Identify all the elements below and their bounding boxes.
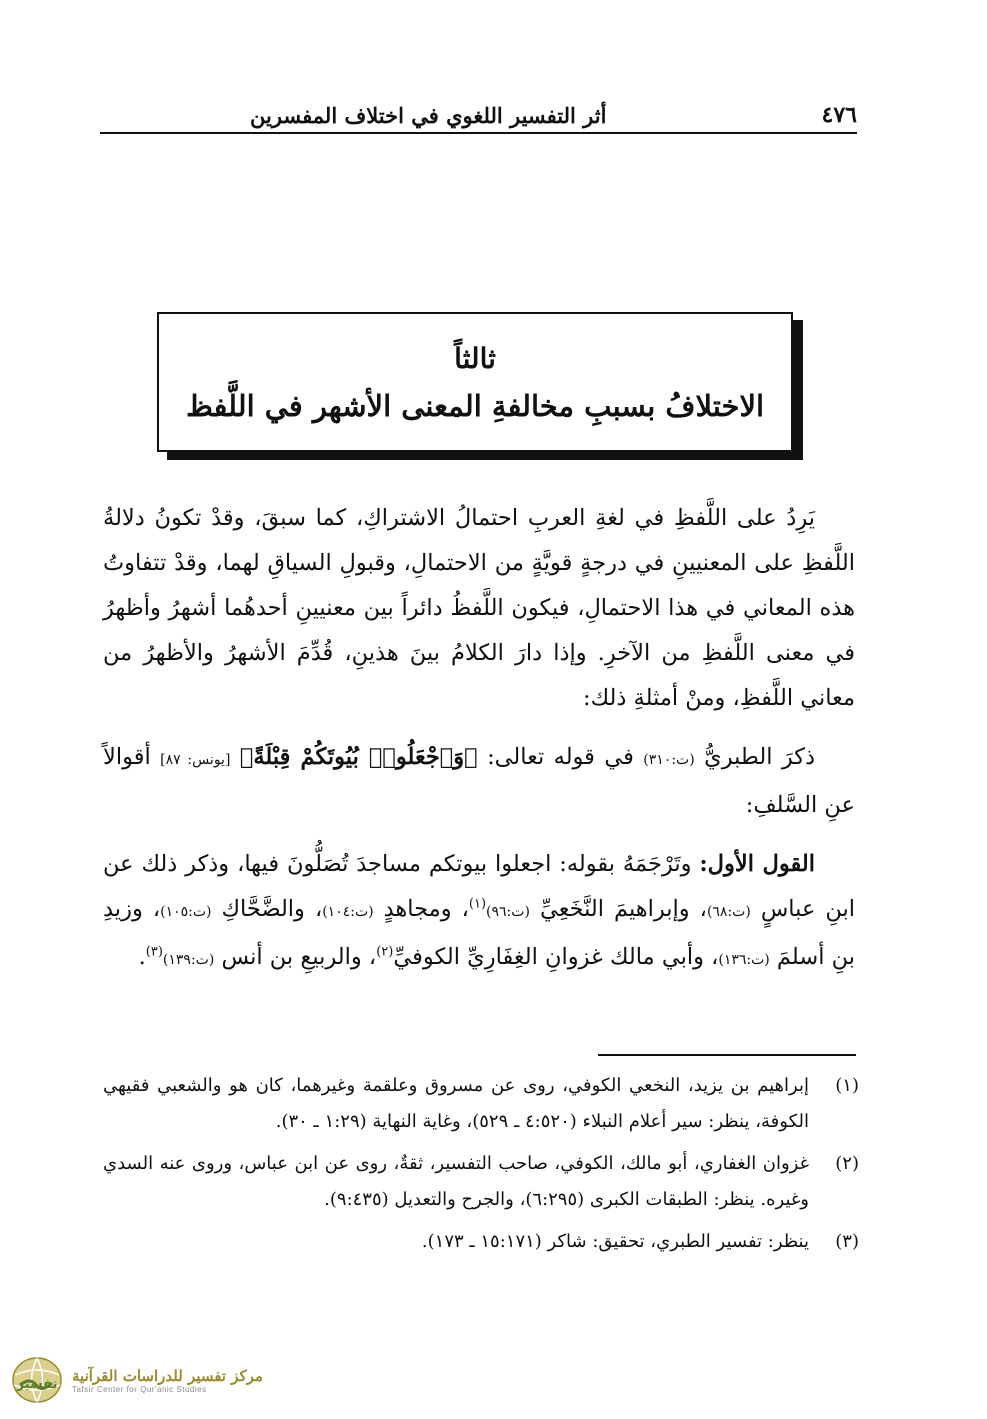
footnote-text: إبراهيم بن يزيد، النخعي الكوفي، روى عن مسروق وعلقمة وغيرهما، كان هو والشعبي فقيهي الكوفة، ينظر: سير أعلام النبلاء (٤:٥٢٠ ـ ٥٢٩)، وغاية النهاية (١:٢٩ ـ ٣٠). xyxy=(103,1075,809,1132)
text-segment: ، ومجاهدٍ xyxy=(383,896,469,922)
logo-arabic-name: مركز تفسير للدراسات القرآنية xyxy=(72,1366,263,1385)
footnote xyxy=(103,1146,859,1218)
footnotes xyxy=(103,1068,859,1266)
running-header xyxy=(100,92,857,134)
section-title-box xyxy=(157,312,793,452)
death-date: (ت:١٠٥) xyxy=(160,904,212,920)
section-title: الاختلافُ بسببِ مخالفةِ المعنى الأشهر في اللَّفظ xyxy=(185,388,765,423)
text-segment: . xyxy=(138,944,146,970)
opinion-label: القول الأول: xyxy=(699,851,815,877)
footnote-number: (١) xyxy=(835,1075,859,1096)
footnote xyxy=(103,1224,859,1260)
footnote xyxy=(103,1068,859,1140)
verse-reference: [يونس: ٨٧] xyxy=(160,752,231,768)
death-date: (ت:٦٨) xyxy=(706,904,751,920)
text-segment: ، والربيعِ بن أنس xyxy=(221,944,377,970)
footnote-text: غزوان الغفاري، أبو مالك، الكوفي، صاحب التفسير، ثقةٌ، روى عن ابن عباس، وروى عنه السدي وغيره. ينظر: الطبقات الكبرى (٦:٢٩٥)، والجرح والتعديل (٩:٤٣٥). xyxy=(103,1153,809,1210)
text-segment: وتَرْجَمَهُ بقوله: اجعلوا بيوتكم مساجدَ تُصَلُّونَ فيها، وذكر ذلك عن ابنِ عباسٍ xyxy=(103,851,856,922)
section-number: ثالثاً xyxy=(454,341,496,375)
globe-logo-icon xyxy=(6,1355,68,1405)
text-segment: ، وأبي مالك غزوانِ الغِفَارِيِّ الكوفيِّ xyxy=(393,944,719,970)
footnote-marker[interactable]: (٢) xyxy=(376,944,394,960)
death-date: (ت:٣١٠) xyxy=(643,752,695,768)
footnote-number: (٢) xyxy=(835,1153,859,1174)
quran-verse: ﴿وَٱجْعَلُوا۟ بُيُوتَكُمْ قِبْلَةً﴾ xyxy=(239,744,478,770)
text-segment: ، وإبراهيمَ النَّخَعِيِّ xyxy=(539,896,707,922)
text-segment: ، والضَّحَّاكِ xyxy=(221,896,323,922)
paragraph-tabari xyxy=(103,735,855,828)
text-segment: ذكرَ الطبريُّ xyxy=(704,744,816,770)
logo-mark-text: تفسير xyxy=(16,1377,58,1392)
text-segment: أقوالاً عنِ السَّلفِ: xyxy=(103,744,855,818)
page-number: ٤٧٦ xyxy=(821,102,857,128)
footnote-marker[interactable]: (٣) xyxy=(145,944,163,960)
tafsir-center-logo xyxy=(6,1354,286,1406)
logo-english-name: Tafsir Center for Qur'anic Studies xyxy=(72,1384,207,1394)
death-date: (ت:١٠٤) xyxy=(322,904,374,920)
paragraph-first-opinion xyxy=(103,842,855,983)
death-date: (ت:١٣٩) xyxy=(162,952,215,968)
footnote-text: ينظر: تفسير الطبري، تحقيق: شاكر (١٥:١٧١ ـ ١٧٣). xyxy=(421,1231,809,1252)
footnote-divider xyxy=(598,1054,856,1056)
paragraph-intro: يَرِدُ على اللَّفظِ في لغةِ العربِ احتمالُ الاشتراكِ، كما سبقَ، وقدْ تكونُ دلالةُ اللَّفظِ على المعنيينِ في درجةٍ قويَّةٍ من الاحتمالِ، وقبولِ السياقِ لهما، وقدْ تتفاوتُ هذه المعاني في هذا الاحتمالِ، فيكون اللَّفظُ دائراً بين معنيينِ أحدهُما أشهرُ وأظهرُ في معنى اللَّفظِ من الآخرِ. وإذا دارَ الكلامُ بينَ هذينِ، قُدِّمَ الأشهرُ والأظهرُ من معاني اللَّفظِ، ومنْ أمثلةِ ذلك: xyxy=(103,505,855,711)
death-date: (ت:٩٦) xyxy=(486,904,530,920)
logo-wordmark xyxy=(72,1367,263,1394)
footnote-number: (٣) xyxy=(835,1231,859,1252)
text-segment: في قوله تعالى: xyxy=(487,744,634,770)
header-title: أثر التفسير اللغوي في اختلاف المفسرين xyxy=(250,103,607,128)
death-date: (ت:١٣٦) xyxy=(718,952,770,968)
body-text xyxy=(103,496,855,997)
text-segment: ، وزيدِ بنِ أسلمَ xyxy=(103,896,855,970)
footnote-marker[interactable]: (١) xyxy=(468,896,487,912)
